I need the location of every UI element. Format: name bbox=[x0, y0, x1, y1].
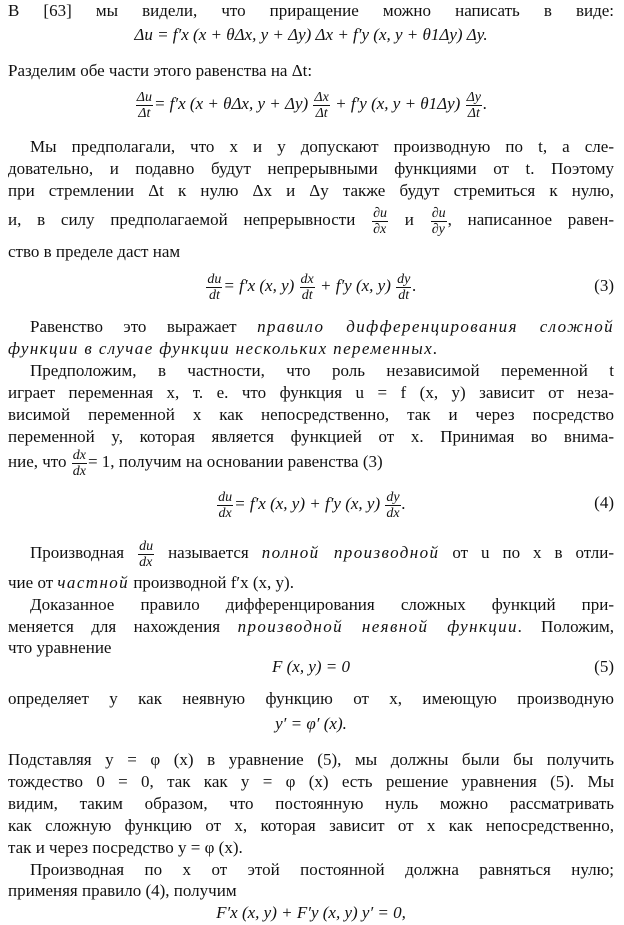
equation-number: (4) bbox=[594, 493, 614, 512]
fraction: $\frac{dy}{dt}$ bbox=[397, 271, 411, 303]
text-line: определяет y как неявную функцию от x, имеющую производную bbox=[8, 689, 614, 708]
fraction: $\frac{\Delta u}{\Delta t}$ bbox=[136, 89, 152, 121]
fraction: $\frac{dy}{dx}$ bbox=[386, 489, 400, 521]
text-line: при стремлении Δt к нулю Δx и Δy также будут стремиться к нулю, bbox=[8, 181, 614, 200]
fraction: $\frac{du}{dt}$ bbox=[207, 271, 222, 303]
text-line: Равенство это выражает правило дифференцирования сложной bbox=[30, 317, 614, 336]
text-line: висимой переменной x как непосредственно, так и через посредство bbox=[8, 405, 614, 424]
text-line: применяя правило (4), получим bbox=[8, 881, 237, 900]
text-line: играет переменная x, т. е. что функция u = f (x, y) зависит от неза- bbox=[8, 383, 614, 402]
text-line: меняется для нахождения производной неявной функции. Положим, bbox=[8, 617, 614, 636]
text-line: Подставляя y = φ (x) в уравнение (5), мы должны были бы получить bbox=[8, 750, 614, 769]
fraction: $\frac{\partial u}{\partial y}$ bbox=[431, 205, 446, 237]
text-line: Производная $\frac{du}{dx}$ называется полной производной от u по x в отли- bbox=[30, 538, 614, 570]
fraction: $\frac{dx}{dt}$ bbox=[300, 271, 314, 303]
text-line: тождество 0 = 0, так как y = φ (x) есть решение уравнения (5). Мы bbox=[8, 772, 614, 791]
text-line: Производная по x от этой постоянной должна равняться нулю; bbox=[30, 860, 614, 879]
fraction: $\frac{du}{dx}$ bbox=[218, 489, 233, 521]
equation-derivative: y′ = φ′ (x). bbox=[275, 714, 347, 733]
text-line: Предположим, в частности, что роль независимой переменной t bbox=[30, 361, 614, 380]
equation-5: F (x, y) = 0 bbox=[271, 657, 351, 676]
text-line: так и через посредство y = φ (x). bbox=[8, 838, 243, 857]
text-line: Мы предполагали, что x и y допускают производную по t, а сле- bbox=[30, 137, 614, 156]
fraction: $\frac{\Delta y}{\Delta t}$ bbox=[466, 89, 482, 121]
equation-number: (3) bbox=[594, 276, 614, 295]
text-line: В [63] мы видели, что приращение можно написать в виде: bbox=[8, 1, 614, 20]
equation-number: (5) bbox=[594, 657, 614, 676]
fraction: $\frac{\Delta x}{\Delta t}$ bbox=[314, 89, 329, 121]
text-line: ние, что $\frac{dx}{dx}$ = 1, получим на основании равенства (3) bbox=[8, 447, 383, 479]
text-line: довательно, и подавно будут непрерывными функциями от t. Поэтому bbox=[8, 159, 614, 178]
fraction: $\frac{\partial u}{\partial x}$ bbox=[373, 205, 388, 237]
text-line: и, в силу предполагаемой непрерывности $\frac{\partial u}{\partial x}$ и $\frac{\partial u}{\partial y}$ , написанное равен- bbox=[8, 205, 614, 237]
text-line: Доказанное правило дифференцирования сложных функций при- bbox=[30, 595, 614, 614]
text-line: чие от частной производной f′x (x, y). bbox=[8, 573, 294, 592]
text-line: функции в случае функции нескольких переменных. bbox=[8, 339, 439, 358]
equation-increment: Δu = f′x (x + θΔx, y + Δy) Δx + f′y (x, y + θ1Δy) Δy. bbox=[134, 25, 488, 44]
text-line: ство в пределе даст нам bbox=[8, 242, 181, 261]
fraction: $\frac{dx}{dx}$ bbox=[72, 447, 86, 479]
text-line: что уравнение bbox=[8, 638, 112, 657]
equation-divided: $\frac{\Delta u}{\Delta t}$ = f′x (x + θΔx, y + Δy) $\frac{\Delta x}{\Delta t}$ + f′y (x, y + θ1Δy) $\frac{\Delta y}{\Delta t}$ . bbox=[136, 89, 488, 121]
fraction: $\frac{du}{dx}$ bbox=[139, 538, 154, 570]
text-line: как сложную функцию от x, которая зависит от x как непосредственно, bbox=[8, 816, 614, 835]
text-line: Разделим обе части этого равенства на Δt: bbox=[8, 61, 313, 80]
text-line: переменной y, которая является функцией от x. Принимая во внима- bbox=[8, 427, 614, 446]
equation-3: $\frac{du}{dt}$ = f′x (x, y) $\frac{dx}{dt}$ + f′y (x, y) $\frac{dy}{dt}$ . bbox=[207, 271, 417, 303]
equation-4: $\frac{du}{dx}$ = f′x (x, y) + f′y (x, y) $\frac{dy}{dx}$ . bbox=[218, 489, 406, 521]
text-line: видим, таким образом, что постоянную нуль можно рассматривать bbox=[8, 794, 614, 813]
equation-implicit: F′x (x, y) + F′y (x, y) y′ = 0, bbox=[216, 903, 406, 922]
